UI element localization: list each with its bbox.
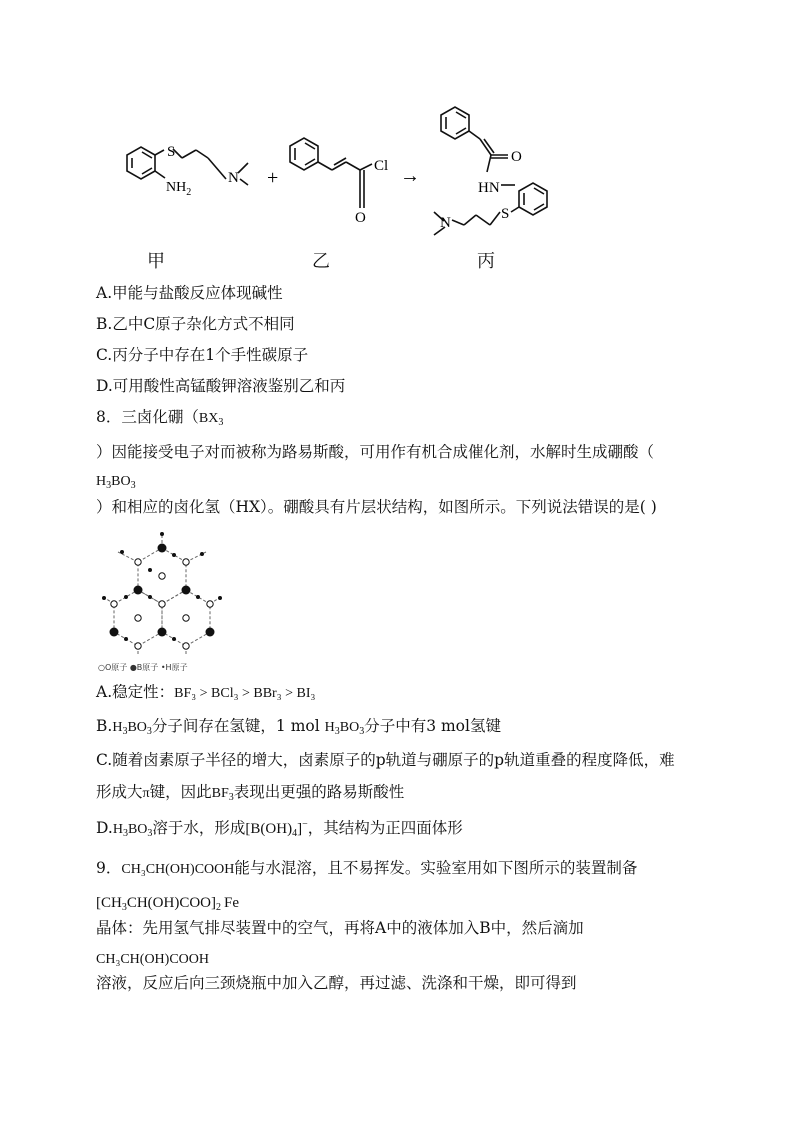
- label-jia: 甲: [147, 251, 165, 272]
- q8-stem-line4: ）和相应的卤化氢（HX）。硼酸具有片层状结构，如图所示。下列说法错误的是( ): [96, 498, 657, 516]
- compound-yi-structure: [290, 138, 372, 208]
- bing-s-atom: S: [501, 206, 510, 222]
- bing-o-atom: O: [511, 149, 522, 165]
- boric-acid-legend: ○O原子 ●B原子 •H原子: [98, 663, 188, 672]
- q7-option-d: D.可用酸性高锰酸钾溶液鉴别乙和丙: [96, 377, 346, 395]
- yi-o-atom: O: [355, 210, 366, 226]
- q9-stem-line3: 晶体：先用氢气排尽装置中的空气，再将A中的液体加入B中，然后滴加: [96, 919, 584, 937]
- yi-cl-atom: Cl: [374, 158, 389, 174]
- reaction-arrow: →: [400, 165, 420, 187]
- bing-hn-atom: HN: [478, 180, 500, 196]
- bing-n-atom: N: [440, 215, 451, 231]
- compound-bing-structure: [434, 107, 547, 235]
- reaction-scheme: [120, 100, 570, 275]
- q9-stem-line1: 9．CH₃CH(OH)COOH能与水混溶，且不易挥发。实验室用如下图所示的装置制备: [96, 859, 638, 877]
- q8-option-c-line1: C.随着卤素原子半径的增大，卤素原子的p轨道与硼原子的p轨道重叠的程度降低，难: [96, 751, 675, 769]
- q8-h3bo3-formula: $H_3BO_3$: [96, 474, 136, 491]
- boric-acid-structure-image: [98, 528, 226, 656]
- q8-stem-line2: ）因能接受电子对而被称为路易斯酸，可用作有机合成催化剂，水解时生成硼酸（: [96, 443, 655, 461]
- q9-iron-lactate-formula: $[CH_3CH(OH)COO]_2$ Fe: [96, 895, 240, 913]
- q7-option-c: C.丙分子中存在1个手性碳原子: [96, 346, 309, 364]
- q8-option-b: $B.H_3BO_3$分子间存在氢键，1 mol $H_3BO_3$分子中有3 mol氢键: [96, 717, 501, 737]
- jia-nh2-atom: $NH_2$: [166, 180, 192, 198]
- label-yi: 乙: [312, 251, 330, 272]
- q7-option-a: A.甲能与盐酸反应体现碱性: [96, 284, 283, 302]
- label-bing: 丙: [477, 251, 495, 272]
- q8-option-a: A.稳定性：BF₃ > BCl₃ > BBr₃ > BI₃: [96, 683, 316, 701]
- jia-s-atom: S: [167, 144, 176, 160]
- q8-option-d: $D.H_3BO_3$溶于水，形成$[B(OH)_4]^-$，其结构为正四面体形: [96, 819, 463, 839]
- q9-stem-line5: 溶液，反应后向三颈烧瓶中加入乙醇，再过滤、洗涤和干燥，即可得到: [96, 974, 577, 992]
- q7-option-b: B.乙中C原子杂化方式不相同: [96, 315, 295, 333]
- jia-n-atom: N: [228, 170, 239, 186]
- q9-lactic-acid-formula: CH₃CH(OH)COOH: [96, 952, 209, 967]
- q8-option-c-line2: 形成大π键，因此$BF_3$表现出更强的路易斯酸性: [96, 783, 405, 803]
- q8-stem-line1: 8．三卤化硼（$BX_3$: [96, 408, 224, 428]
- boric-acid-figure: [98, 528, 226, 672]
- plus-sign: +: [267, 167, 279, 189]
